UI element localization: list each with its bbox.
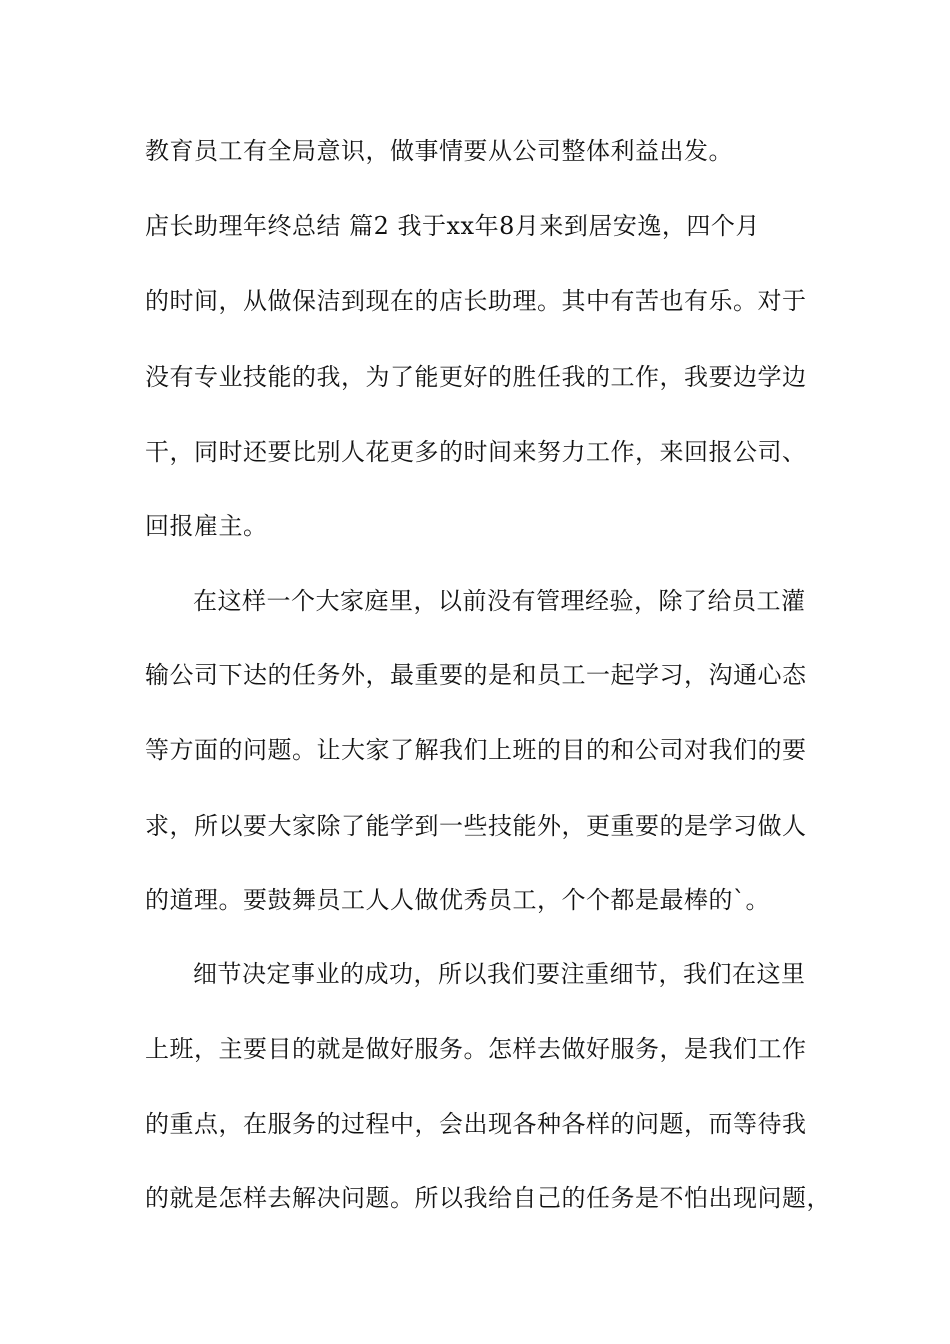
text-line: 求，所以要大家除了能学到一些技能外，更重要的是学习做人: [145, 812, 807, 840]
text-line: 的就是怎样去解决问题。所以我给自己的任务是不怕出现问题，: [145, 1184, 831, 1212]
text-line: 输公司下达的任务外，最重要的是和员工一起学习，沟通心态: [145, 661, 807, 689]
text-line: 的道理。要鼓舞员工人人做优秀员工，个个都是最棒的`。: [145, 886, 770, 914]
text-line: 上班，主要目的就是做好服务。怎样去做好服务，是我们工作: [145, 1035, 807, 1063]
section-heading-line: 店长助理年终总结 篇2 我于xx年8月来到居安逸，四个月: [145, 212, 760, 240]
text-line: 回报雇主。: [145, 512, 268, 540]
text-line: 的重点，在服务的过程中，会出现各种各样的问题，而等待我: [145, 1110, 807, 1138]
text-line: 教育员工有全局意识，做事情要从公司整体利益出发。: [145, 137, 733, 165]
text-line: 的时间，从做保洁到现在的店长助理。其中有苦也有乐。对于: [145, 287, 807, 315]
text-line: 等方面的问题。让大家了解我们上班的目的和公司对我们的要: [145, 736, 807, 764]
text-line: 干，同时还要比别人花更多的时间来努力工作，来回报公司、: [145, 438, 807, 466]
text-line: 没有专业技能的我，为了能更好的胜任我的工作，我要边学边: [145, 363, 807, 391]
paragraph-first-line: 在这样一个大家庭里，以前没有管理经验，除了给员工灌: [193, 587, 806, 615]
paragraph-first-line: 细节决定事业的成功，所以我们要注重细节，我们在这里: [193, 960, 806, 988]
